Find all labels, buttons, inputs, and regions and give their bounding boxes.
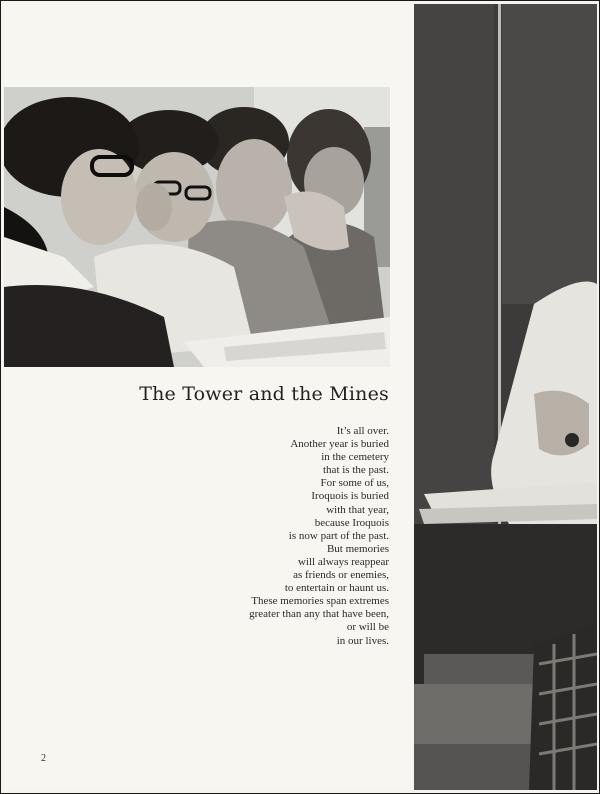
- poem-text: [159, 425, 389, 648]
- poem-line: greater than any that have been,: [249, 608, 389, 621]
- side-photo: [414, 4, 597, 790]
- poem-line: that is the past.: [323, 464, 389, 477]
- poem-line: in our lives.: [336, 634, 389, 647]
- poem-line: in the cemetery: [321, 451, 389, 464]
- page-number: 2: [41, 753, 46, 764]
- poem-line: with that year,: [326, 503, 389, 516]
- poem-line: For some of us,: [320, 477, 389, 490]
- poem-line: because Iroquois: [314, 516, 389, 529]
- page-title: The Tower and the Mines: [139, 383, 389, 405]
- poem-line: will always reappear: [297, 555, 389, 568]
- poem-line: as friends or enemies,: [293, 569, 389, 582]
- poem-line: Another year is buried: [290, 438, 389, 451]
- poem-line: But memories: [326, 542, 389, 555]
- poem-line: is now part of the past.: [288, 529, 389, 542]
- poem-line: Iroquois is buried: [311, 490, 389, 503]
- poem-line: or will be: [346, 621, 389, 634]
- poem-line: These memories span extremes: [251, 595, 389, 608]
- classroom-photo: [4, 87, 390, 367]
- poem-line: to entertain or haunt us.: [284, 582, 389, 595]
- poem-line: It’s all over.: [336, 425, 389, 437]
